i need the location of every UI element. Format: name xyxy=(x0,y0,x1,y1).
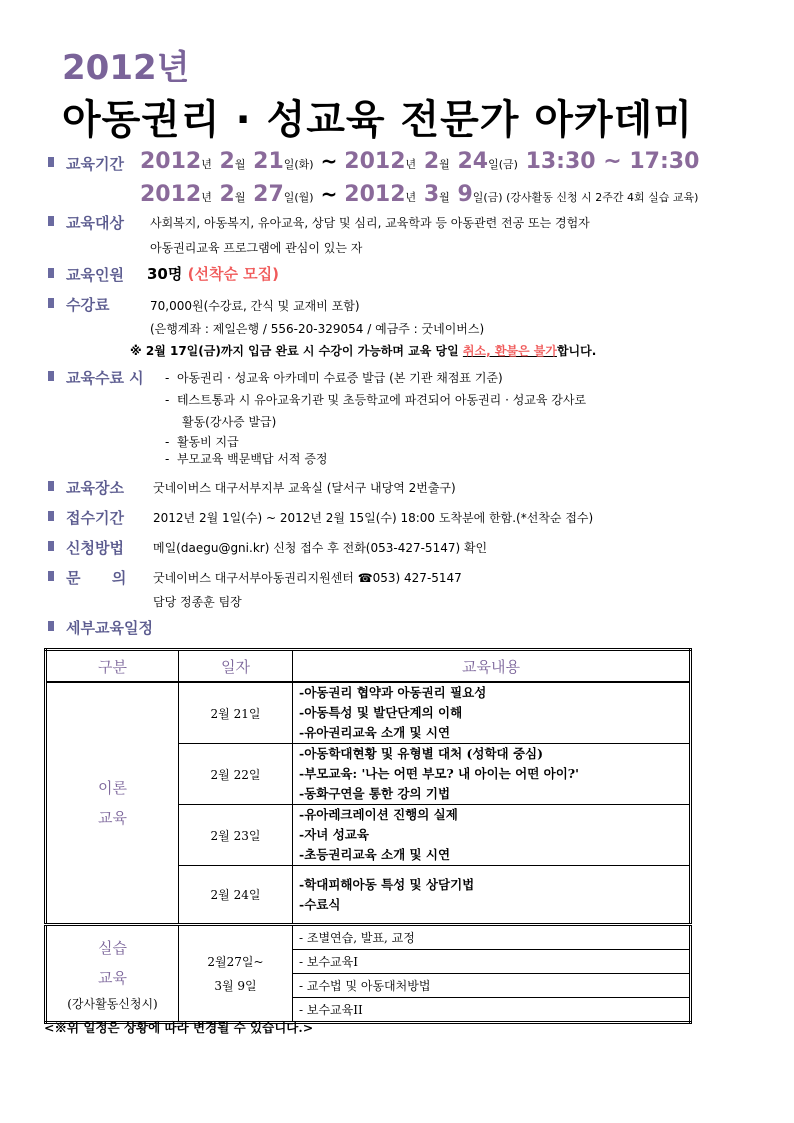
date-segment: 2012 xyxy=(344,182,406,207)
label-venue: 교육장소 xyxy=(66,479,124,497)
bullet-icon xyxy=(48,371,54,381)
apply-text: 메일(daegu@gni.kr) 신청 접수 후 전화(053-427-5147) 확인 xyxy=(153,541,488,555)
date-segment: 27 xyxy=(245,182,284,207)
target-line: 아동권리교육 프로그램에 관심이 있는 자 xyxy=(150,241,363,255)
label-schedule: 세부교육일정 xyxy=(66,619,153,637)
notice-text: ※ 2월 17일(금)까지 입금 완료 시 수강이 가능하며 교육 당일 xyxy=(130,344,463,358)
bullet-icon xyxy=(48,621,54,631)
date-segment: 일(금) xyxy=(472,191,503,204)
label-contact: 문 의 xyxy=(66,569,127,587)
contact-line: 굿네이버스 대구서부아동권리지원센터 ☎053) 427-5147 xyxy=(153,571,462,585)
bullet-icon xyxy=(48,298,54,308)
capacity-value: 30명 xyxy=(147,265,183,283)
period-line-1 xyxy=(140,149,699,174)
page-title: 아동권리 · 성교육 전문가 아카데미 xyxy=(62,97,693,143)
date-segment: 2012 xyxy=(140,149,202,174)
fee-notice xyxy=(130,342,596,359)
content-cell: - 보수교육II xyxy=(293,998,691,1023)
content-cell: -유아레크레이션 진행의 실제 -자녀 성교육 -초등권리교육 소개 및 시연 xyxy=(293,805,691,866)
bullet-icon xyxy=(48,216,54,226)
label-capacity: 교육인원 xyxy=(66,266,124,284)
date-segment: 년 xyxy=(405,191,417,204)
year-heading: 2012년 xyxy=(62,48,190,88)
date-segment: 21 xyxy=(245,149,284,174)
date-segment: 년 xyxy=(201,191,212,204)
registration-text: 2012년 2월 1일(수) ~ 2012년 2월 15일(수) 18:00 도착분에 한함.(*선착순 접수) xyxy=(153,511,594,525)
date-segment: 월 xyxy=(439,158,450,171)
fee-line: 70,000원(수강료, 간식 및 교재비 포함) xyxy=(150,299,360,313)
content-cell: -아동학대현황 및 유형별 대처 (성학대 중심) -부모교육: '나는 어떤 부모? 내 아이는 어떤 아이?' -동화구연을 통한 강의 기법 xyxy=(293,744,691,805)
venue-text: 굿네이버스 대구서부지부 교육실 (달서구 내당역 2번출구) xyxy=(153,481,456,495)
content-cell: -학대피해아동 특성 및 상담기법 -수료식 xyxy=(293,866,691,925)
notice-warning: 취소, 환불은 불가 xyxy=(462,344,557,358)
notice-text: 합니다. xyxy=(556,344,597,358)
list-item: - 활동비 지급 xyxy=(165,435,239,449)
date-segment: 2 xyxy=(211,149,235,174)
date-segment: 월 xyxy=(439,191,450,204)
column-header: 교육내용 xyxy=(293,650,691,683)
date-segment: 9 xyxy=(449,182,473,207)
date-segment: 2 xyxy=(416,149,440,174)
date-segment: ~ xyxy=(313,149,345,173)
date-segment: 년 xyxy=(405,158,417,171)
label-period: 교육기간 xyxy=(66,155,124,173)
column-header: 구분 xyxy=(46,650,179,683)
date-segment: 2 xyxy=(211,182,235,207)
label-fee: 수강료 xyxy=(66,296,110,314)
date-segment: 월 xyxy=(234,158,246,171)
period-line-2 xyxy=(140,182,698,207)
date-segment: 일(금) xyxy=(488,158,518,171)
bullet-icon xyxy=(48,541,54,551)
date-segment: 2012 xyxy=(140,182,202,207)
date-cell: 2월27일~ 3월 9일 xyxy=(179,925,293,1023)
target-line: 사회복지, 아동복지, 유아교육, 상담 및 심리, 교육학과 등 아동관련 전공 또는 경험자 xyxy=(150,216,590,230)
list-item-continuation: 활동(강사증 발급) xyxy=(182,415,277,429)
footnote: <※위 일정은 상황에 따라 변경될 수 있습니다.> xyxy=(44,1020,314,1035)
date-segment: 13:30 ~ 17:30 xyxy=(517,149,700,174)
list-item: - 테스트통과 시 유아교육기관 및 초등학교에 파견되어 아동권리 · 성교육 강사로 xyxy=(165,393,587,407)
date-cell: 2월 22일 xyxy=(179,744,293,805)
label-target: 교육대상 xyxy=(66,214,124,232)
date-cell: 2월 21일 xyxy=(179,682,293,744)
date-segment: ~ xyxy=(313,182,345,206)
bullet-icon xyxy=(48,571,54,581)
label-apply: 신청방법 xyxy=(66,539,124,557)
date-segment: 24 xyxy=(449,149,489,174)
category-practice: 실습 교육 (강사활동신청시) xyxy=(46,925,179,1023)
date-segment: 일(월) xyxy=(283,191,314,204)
content-cell: - 조별연습, 발표, 교정 xyxy=(293,925,691,950)
content-cell: -아동권리 협약과 아동권리 필요성 -아동특성 및 발단단계의 이해 -유아권리교육 소개 및 시연 xyxy=(293,682,691,744)
label-completion: 교육수료 시 xyxy=(66,369,144,387)
date-cell: 2월 24일 xyxy=(179,866,293,925)
bank-line: (은행계좌 : 제일은행 / 556-20-329054 / 예금주 : 굿네이버스) xyxy=(150,322,485,336)
date-cell: 2월 23일 xyxy=(179,805,293,866)
date-segment: 년 xyxy=(201,158,212,171)
list-item: - 아동권리 · 성교육 아카데미 수료증 발급 (본 기관 채점표 기준) xyxy=(165,371,503,385)
bullet-icon xyxy=(48,511,54,521)
table-row xyxy=(46,682,691,744)
table-row xyxy=(46,925,691,950)
date-segment: (강사활동 신청 시 2주간 4회 실습 교육) xyxy=(502,191,699,204)
bullet-icon xyxy=(48,157,54,167)
contact-person: 담당 정종훈 팀장 xyxy=(153,595,242,609)
content-cell: - 교수법 및 아동대처방법 xyxy=(293,974,691,998)
date-segment: 월 xyxy=(234,191,246,204)
date-segment: 2012 xyxy=(344,149,406,174)
date-segment: 일(화) xyxy=(283,158,314,171)
list-item: - 부모교육 백문백답 서적 증정 xyxy=(165,452,328,466)
content-cell: - 보수교육I xyxy=(293,950,691,974)
label-registration: 접수기간 xyxy=(66,509,124,527)
bullet-icon xyxy=(48,481,54,491)
schedule-table xyxy=(44,648,692,1024)
date-segment: 3 xyxy=(416,182,440,207)
capacity-note: (선착순 모집) xyxy=(187,265,279,283)
bullet-icon xyxy=(48,268,54,278)
category-theory: 이론 교육 xyxy=(46,682,179,925)
column-header: 일자 xyxy=(179,650,293,683)
